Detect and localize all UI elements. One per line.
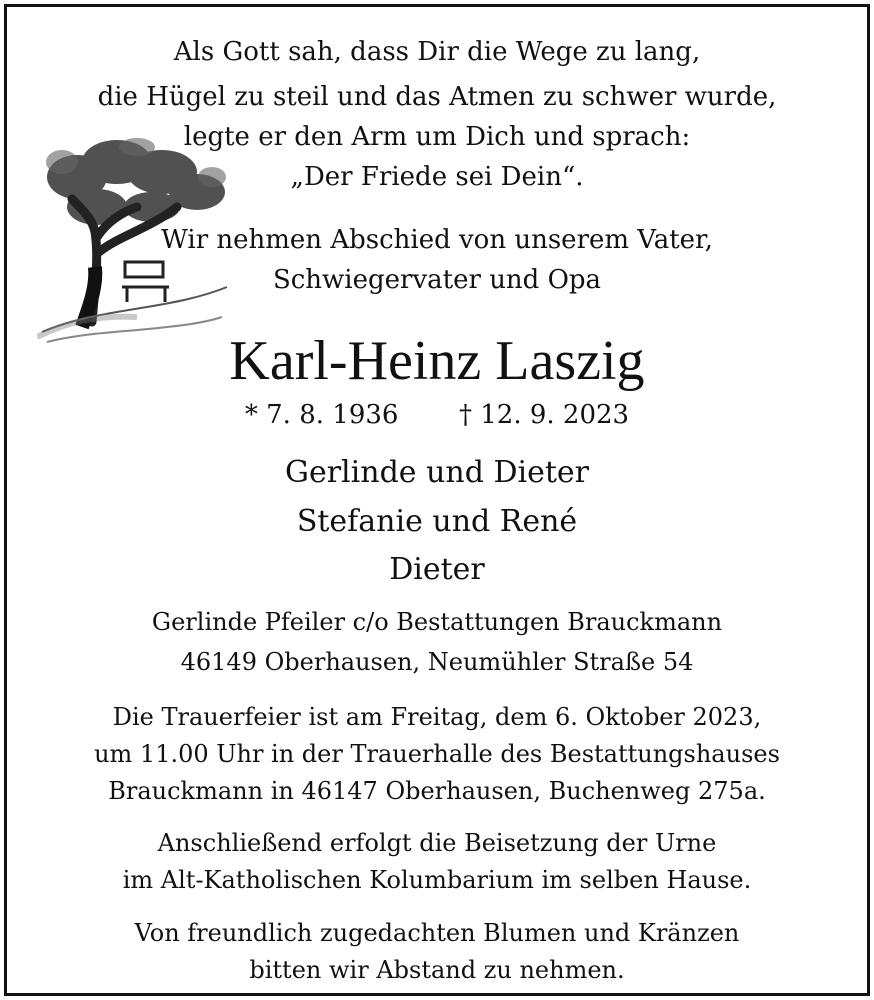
- birth-date: * 7. 8. 1936: [244, 400, 399, 430]
- family-line: Stefanie und René: [296, 504, 578, 539]
- flowers-line: Von freundlich zugedachten Blumen und Kränzen: [134, 919, 740, 947]
- deceased-name: Karl-Heinz Laszig: [229, 330, 645, 392]
- poem-line: legte er den Arm um Dich und sprach:: [183, 122, 691, 152]
- ceremony-line: Brauckmann in 46147 Oberhausen, Buchenweg 275a.: [108, 777, 766, 805]
- obituary-notice: [4, 4, 870, 996]
- ceremony-line: Die Trauerfeier ist am Freitag, dem 6. Oktober 2023,: [112, 703, 762, 731]
- poem-line: Als Gott sah, dass Dir die Wege zu lang,: [173, 37, 701, 67]
- death-date: † 12. 9. 2023: [458, 400, 630, 430]
- contact-line: Gerlinde Pfeiler c/o Bestattungen Brauckmann: [151, 608, 723, 636]
- burial-line: Anschließend erfolgt die Beisetzung der Urne: [157, 829, 717, 857]
- family-line: Gerlinde und Dieter: [285, 455, 589, 490]
- ceremony-line: um 11.00 Uhr in der Trauerhalle des Bestattungshauses: [94, 740, 780, 768]
- life-dates: [7, 400, 867, 430]
- burial-line: im Alt-Katholischen Kolumbarium im selben Hause.: [122, 866, 752, 894]
- poem-line: „Der Friede sei Dein“.: [290, 162, 584, 192]
- poem-line: die Hügel zu steil und das Atmen zu schwer wurde,: [97, 82, 777, 112]
- contact-line: 46149 Oberhausen, Neumühler Straße 54: [180, 648, 694, 676]
- family-line: Dieter: [389, 552, 485, 587]
- flowers-line: bitten wir Abstand zu nehmen.: [249, 956, 625, 984]
- farewell-line: Wir nehmen Abschied von unserem Vater,: [161, 225, 713, 255]
- farewell-line: Schwiegervater und Opa: [272, 265, 602, 295]
